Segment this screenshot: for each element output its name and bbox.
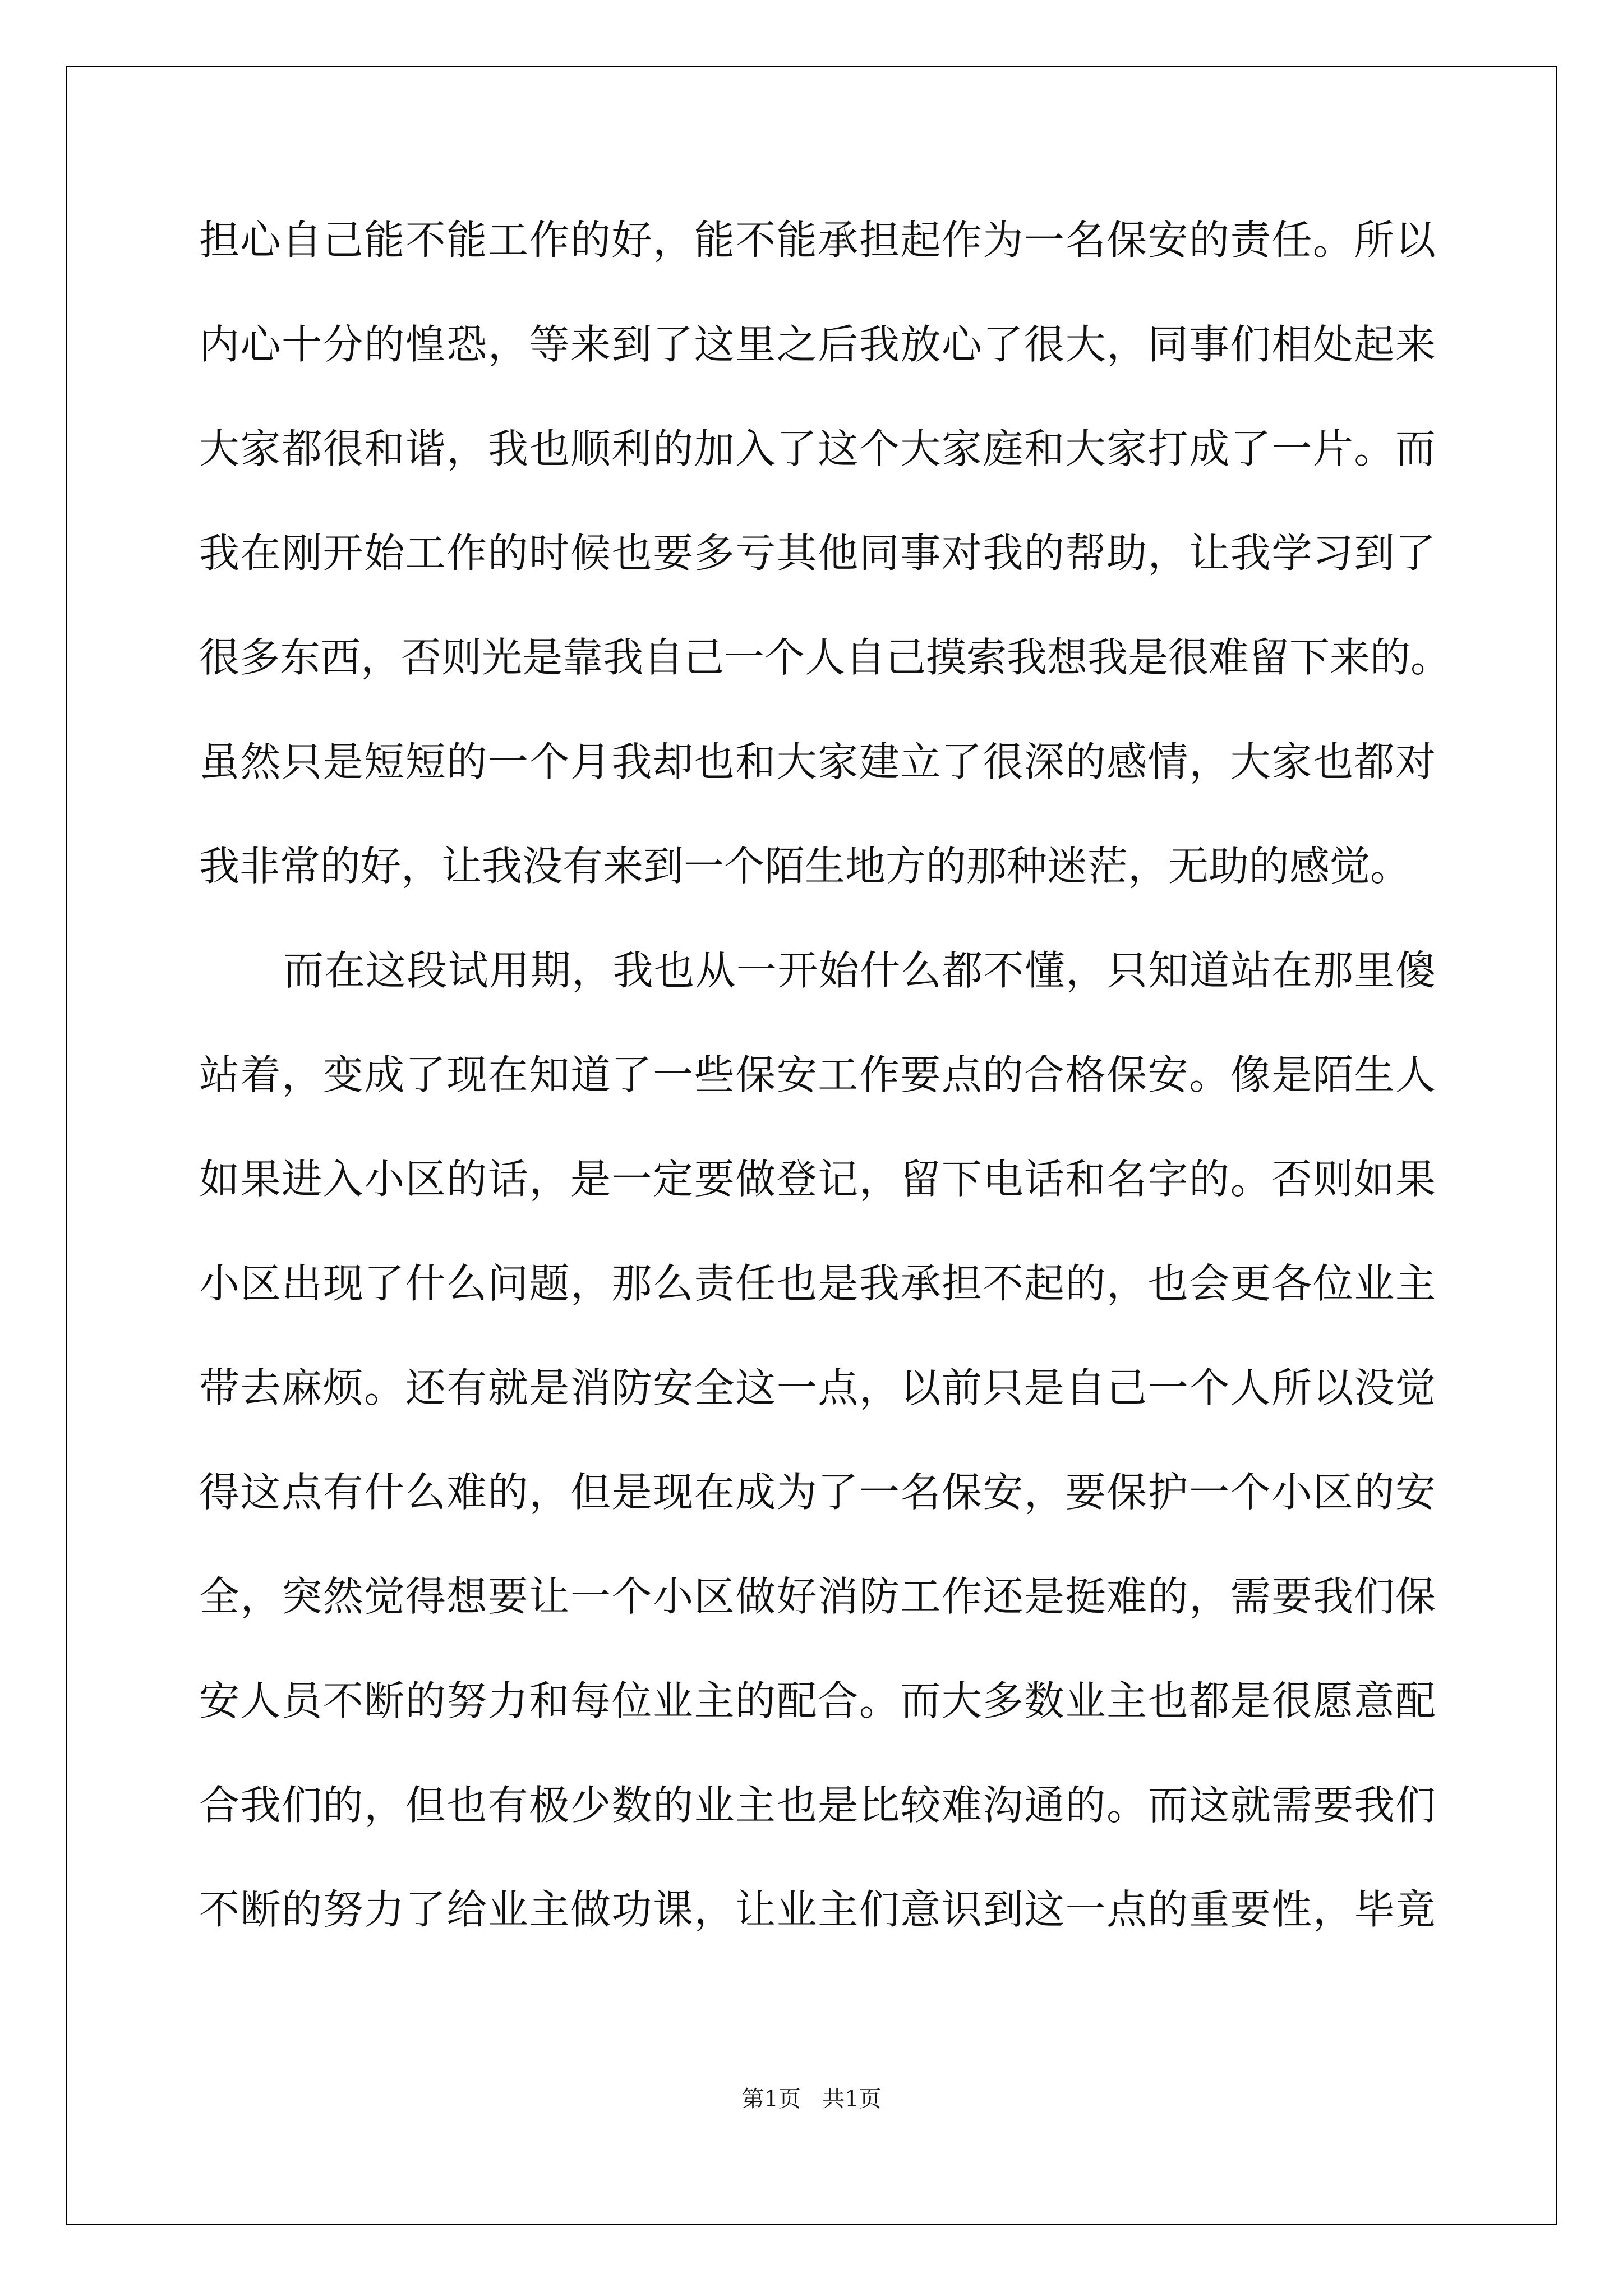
text-line: 得这点有什么难的，但是现在成为了一名保安，要保护一个小区的安	[199, 1469, 1436, 1516]
text-line: 如果进入小区的话，是一定要做登记，留下电话和名字的。否则如果	[199, 1156, 1436, 1203]
text-line: 而在这段试用期，我也从一开始什么都不懂，只知道站在那里傻	[283, 947, 1436, 994]
text-line: 我在刚开始工作的时候也要多亏其他同事对我的帮助，让我学习到了	[199, 530, 1436, 577]
page-footer	[0, 2088, 1623, 2110]
text-line: 担心自己能不能工作的好，能不能承担起作为一名保安的责任。所以	[199, 217, 1436, 264]
paragraph-1	[199, 217, 1451, 950]
text-line: 很多东西，否则光是靠我自己一个人自己摸索我想我是很难留下来的。	[199, 634, 1451, 681]
text-line: 全，突然觉得想要让一个小区做好消防工作还是挺难的，需要我们保	[199, 1573, 1436, 1620]
text-line: 小区出现了什么问题，那么责任也是我承担不起的，也会更各位业主	[199, 1260, 1436, 1307]
text-line: 带去麻烦。还有就是消防安全这一点，以前只是自己一个人所以没觉	[199, 1364, 1436, 1411]
text-line: 内心十分的惶恐，等来到了这里之后我放心了很大，同事们相处起来	[199, 321, 1436, 368]
page-total: 共1页	[822, 2086, 882, 2112]
text-line: 合我们的，但也有极少数的业主也是比较难沟通的。而这就需要我们	[199, 1782, 1436, 1829]
text-line: 安人员不断的努力和每位业主的配合。而大多数业主也都是很愿意配	[199, 1677, 1436, 1724]
text-line: 大家都很和谐，我也顺利的加入了这个大家庭和大家打成了一片。而	[199, 425, 1436, 472]
paragraph-2	[199, 947, 1436, 1994]
text-line: 站着，变成了现在知道了一些保安工作要点的合格保安。像是陌生人	[199, 1051, 1436, 1098]
document-body	[199, 217, 1451, 1994]
text-line: 虽然只是短短的一个月我却也和大家建立了很深的感情，大家也都对	[199, 738, 1436, 785]
text-line: 我非常的好，让我没有来到一个陌生地方的那种迷茫，无助的感觉。	[199, 843, 1411, 890]
page-number: 第1页	[741, 2086, 801, 2112]
text-line: 不断的努力了给业主做功课，让业主们意识到这一点的重要性，毕竟	[199, 1886, 1436, 1933]
